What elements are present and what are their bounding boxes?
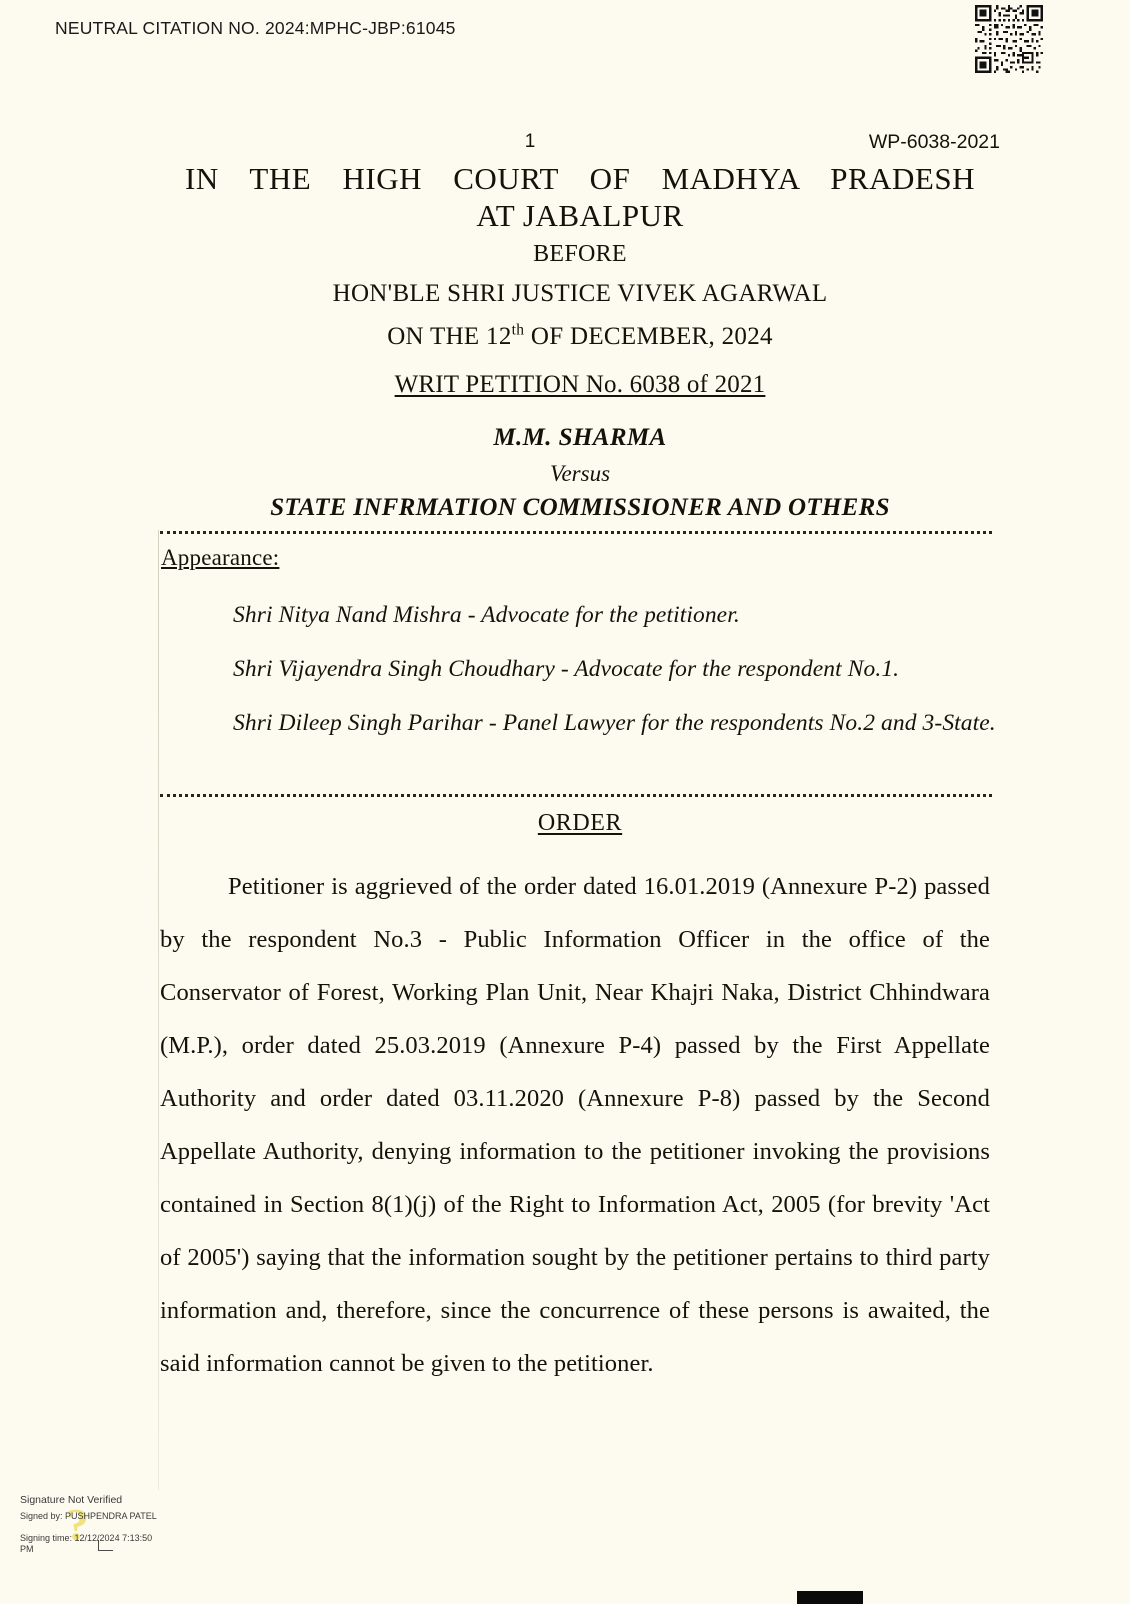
page-head-line (160, 131, 1000, 157)
order-date-ordinal: th (511, 321, 525, 339)
signature-question-mark-icon: ? (66, 1499, 89, 1550)
separator-rule-top (160, 531, 992, 534)
respondent-name: STATE INFRMATION COMMISSIONER AND OTHERS (270, 494, 890, 521)
list-item: Shri Vijayendra Singh Choudhary - Advocate for the respondent No.1. (233, 656, 900, 682)
digital-signature-stamp (20, 1494, 165, 1560)
court-name-line-2: AT JABALPUR (476, 198, 684, 233)
petitioner-name: M.M. SHARMA (493, 424, 667, 451)
appearance-label: Appearance: (161, 545, 280, 570)
list-item: Shri Nitya Nand Mishra - Advocate for the petitioner. (233, 602, 740, 628)
list-item: Shri Dileep Singh Parihar - Panel Lawyer for the respondents No.2 and 3-State. (233, 710, 996, 736)
qr-code-icon (975, 5, 1043, 73)
order-date-suffix: OF DECEMBER, 2024 (524, 323, 773, 350)
neutral-citation-number: NEUTRAL CITATION NO. 2024:MPHC-JBP:61045 (55, 18, 456, 38)
order-date-prefix: ON THE 12 (387, 323, 512, 350)
court-heading-block (160, 160, 1000, 411)
judge-name: HON'BLE SHRI JUSTICE VIVEK AGARWAL (332, 280, 828, 307)
order-heading: ORDER (537, 810, 623, 836)
versus-label: Versus (549, 461, 611, 486)
parties-block (160, 420, 1000, 525)
court-name-line-1: IN THE HIGH COURT OF MADHYA PRADESH (185, 161, 975, 196)
separator-rule-bottom (160, 794, 992, 797)
signature-status: Signature Not Verified (20, 1494, 123, 1506)
signature-bracket (98, 1540, 113, 1551)
order-date (160, 314, 1000, 359)
before-label: BEFORE (533, 241, 627, 267)
appearance-list (161, 588, 996, 750)
margin-rule (158, 530, 159, 1490)
case-number: WP-6038-2021 (868, 131, 1000, 153)
signature-signed-by: Signed by: PUSHPENDRA PATEL (20, 1511, 157, 1521)
petition-number: WRIT PETITION No. 6038 of 2021 (394, 371, 766, 398)
page-number: 1 (524, 131, 536, 152)
signature-signing-time: Signing time: 12/12/2024 7:13:50 PM (20, 1533, 153, 1554)
order-paragraph: Petitioner is aggrieved of the order dated 16.01.2019 (Annexure P-2) passed by the respondent No.3 - Public Information Officer in the office of the Conservator of Forest, Working Plan Unit, Near Khajri Naka, District Chhindwara (M.P.), order dated 25.03.2019 (Annexure P-4) passed by the First Appellate Authority and order dated 03.11.2020 (Annexure P-8) passed by the Second Appellate Authority, denying information to the petitioner invoking the provisions contained in Section 8(1)(j) of the Right to Information Act, 2005 (for brevity 'Act of 2005') saying that the information sought by the petitioner pertains to third party information and, therefore, since the concurrence of these persons is awaited, the said information cannot be given to the petitioner. (160, 873, 990, 1377)
page-bottom-bar (797, 1591, 863, 1604)
